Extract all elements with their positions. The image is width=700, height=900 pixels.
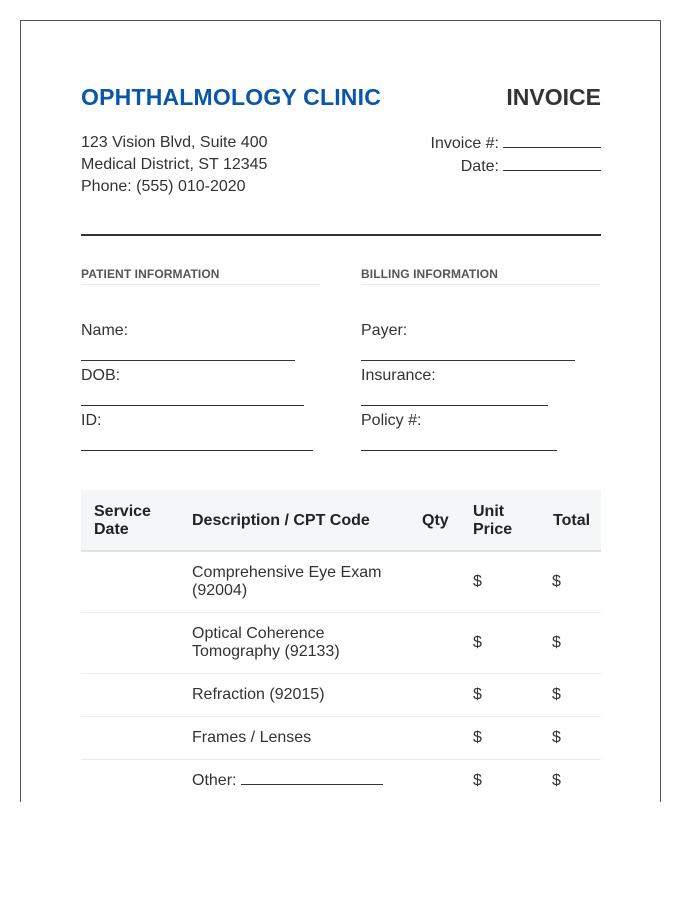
row-unit-price: $ — [473, 686, 482, 703]
insurance-label: Insurance: — [361, 367, 436, 384]
table-row — [81, 674, 601, 717]
header-divider — [81, 234, 601, 236]
row-unit-price: $ — [473, 772, 482, 789]
patient-section-title: PATIENT INFORMATION — [81, 267, 320, 285]
billing-section-title: BILLING INFORMATION — [361, 267, 600, 285]
payer-field[interactable] — [361, 360, 575, 361]
invoice-page — [20, 20, 661, 802]
column-header-service-date: Service Date — [94, 503, 151, 538]
row-total: $ — [552, 573, 561, 590]
row-description: Comprehensive Eye Exam (92004) — [192, 564, 382, 599]
other-label: Other: — [192, 772, 237, 789]
address-line: 123 Vision Blvd, Suite 400 — [81, 134, 268, 151]
clinic-name: OPHTHALMOLOGY CLINIC — [81, 84, 382, 110]
column-header-unit-price: Unit Price — [473, 503, 513, 538]
policy-label: Policy #: — [361, 412, 422, 429]
row-description-other — [192, 772, 402, 790]
table-row — [81, 552, 601, 613]
patient-name-label: Name: — [81, 322, 129, 339]
address-line: Medical District, ST 12345 — [81, 156, 268, 173]
patient-information-section — [81, 267, 320, 429]
row-unit-price: $ — [473, 634, 482, 651]
invoice-number-row — [431, 132, 601, 155]
clinic-address — [81, 132, 268, 198]
patient-id-field[interactable] — [81, 450, 313, 451]
row-total: $ — [552, 686, 561, 703]
row-unit-price: $ — [473, 729, 482, 746]
billing-information-section — [361, 267, 600, 429]
row-description: Optical Coherence Tomography (92133) — [192, 625, 340, 660]
payer-label: Payer: — [361, 322, 408, 339]
invoice-title: INVOICE — [506, 84, 601, 110]
policy-field[interactable] — [361, 450, 557, 451]
invoice-date-row — [431, 155, 601, 178]
insurance-field[interactable] — [361, 405, 548, 406]
invoice-meta — [431, 132, 601, 178]
patient-name-field[interactable] — [81, 360, 295, 361]
patient-dob-field[interactable] — [81, 405, 304, 406]
invoice-date-label: Date: — [460, 158, 499, 175]
column-header-qty: Qty — [422, 512, 449, 529]
invoice-number-field[interactable] — [503, 132, 601, 148]
row-total: $ — [552, 634, 561, 651]
table-row — [81, 760, 601, 803]
table-header — [81, 490, 601, 552]
row-description: Frames / Lenses — [192, 729, 312, 746]
row-description: Refraction (92015) — [192, 686, 325, 703]
table-row — [81, 613, 601, 674]
other-field[interactable] — [241, 784, 383, 785]
column-header-total: Total — [553, 512, 591, 529]
phone-line: Phone: (555) 010-2020 — [81, 178, 246, 195]
row-total: $ — [552, 729, 561, 746]
column-header-description: Description / CPT Code — [192, 512, 370, 529]
invoice-number-label: Invoice #: — [430, 135, 499, 152]
row-unit-price: $ — [473, 573, 482, 590]
invoice-date-field[interactable] — [503, 155, 601, 171]
patient-id-label: ID: — [81, 412, 102, 429]
patient-dob-label: DOB: — [81, 367, 121, 384]
row-total: $ — [552, 772, 561, 789]
table-row — [81, 717, 601, 760]
